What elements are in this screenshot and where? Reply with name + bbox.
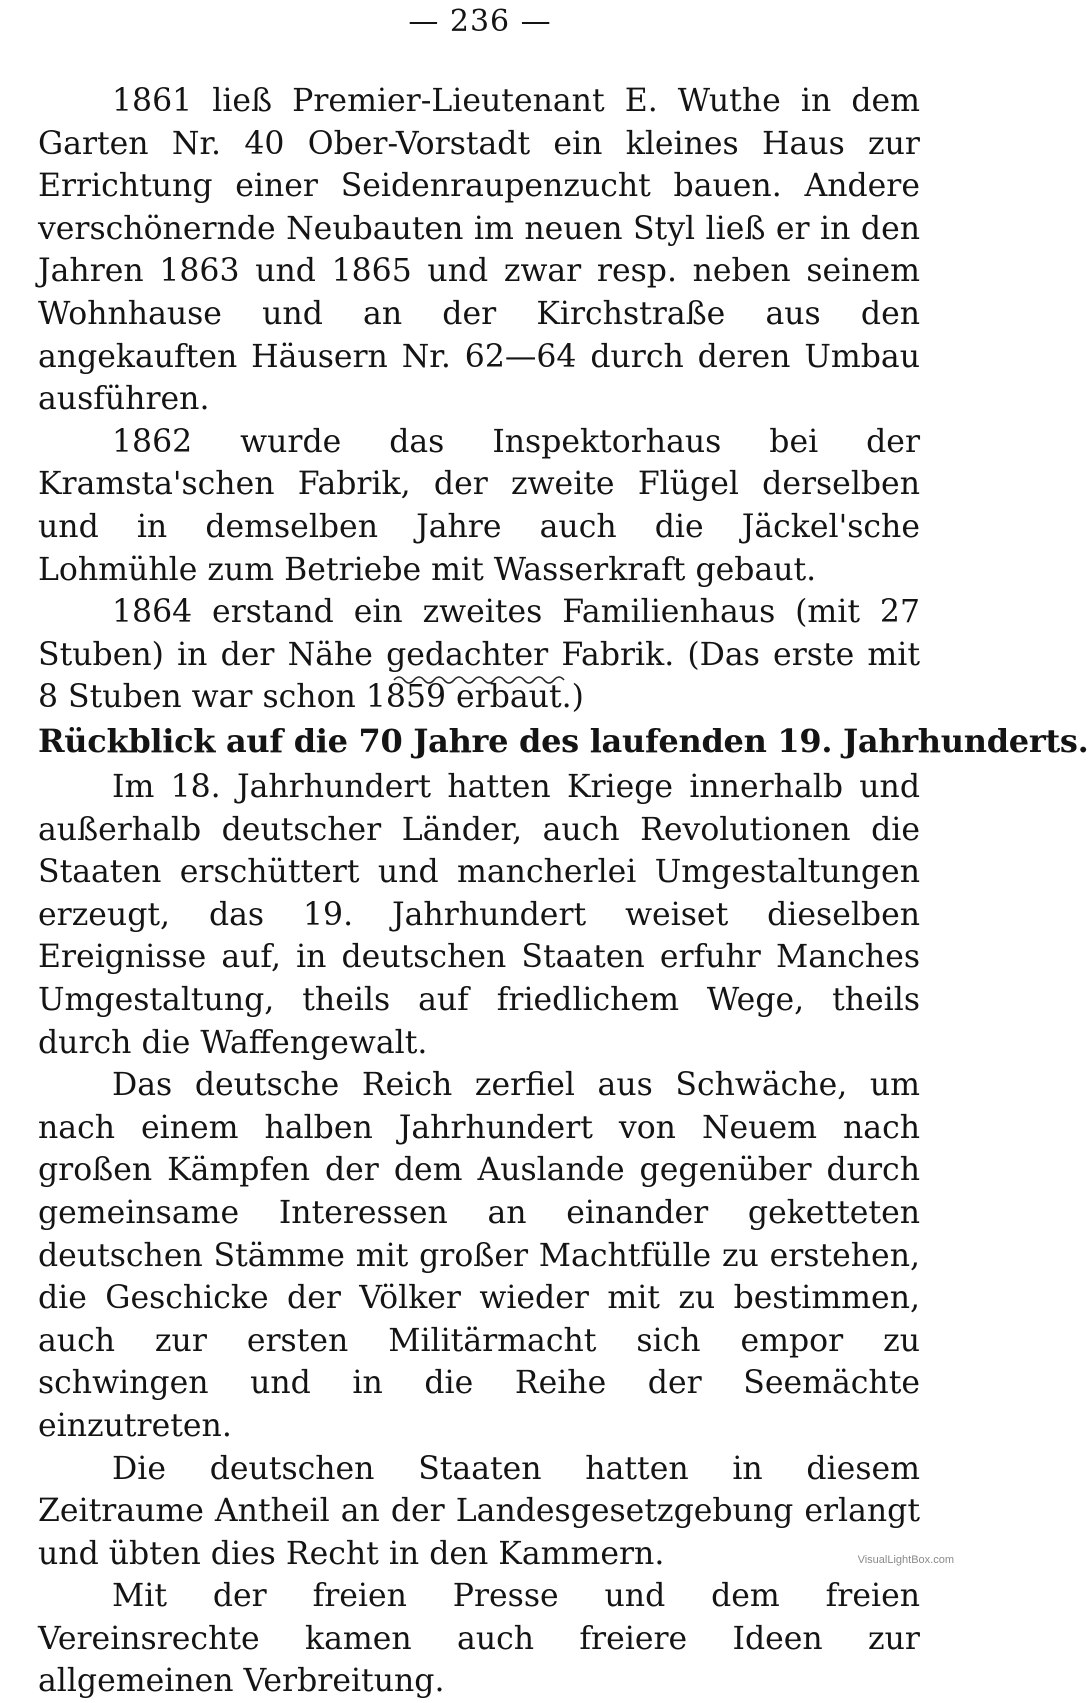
footer-credit: VisualLightBox.com — [857, 1554, 954, 1566]
section-body-2 — [38, 766, 920, 1703]
paragraph-deutsche-staaten: Die deutschen Staaten hatten in diesem Zeitraume Antheil an der Landesgesetzgebung erlangt und übten dies Recht in den Kammern. — [38, 1450, 920, 1572]
paragraph-1864: 1864 erstand ein zweites Familienhaus (mit 27 Stuben) in der Nähe gedachter Fabrik. (Das erste mit 8 Stuben war schon 1859 erbaut.) — [38, 594, 920, 716]
paragraph-1861: 1861 ließ Premier-Lieutenant E. Wuthe in dem Garten Nr. 40 Ober-Vorstadt ein kleines Haus zur Errichtung einer Seidenraupenzucht bauen. Andere verschönernde Neubauten im neuen Styl ließ er in den Jahren 1863 und 1865 und zwar resp. neben seinem Wohnhause und an der Kirchstraße aus den angekauften Häusern Nr. 62—64 durch deren Umbau ausführen. — [38, 83, 920, 418]
page-number: — 236 — — [408, 4, 552, 39]
paragraph-1862: 1862 wurde das Inspektorhaus bei der Kramsta'schen Fabrik, der zweite Flügel derselben und in demselben Jahre auch die Jäckel'sche Lohmühle zum Betriebe mit Wasserkraft gebaut. — [38, 423, 920, 588]
section-heading: Rückblick auf die 70 Jahre des laufenden 19. Jahrhunderts. — [38, 722, 1088, 760]
paragraph-freie-presse: Mit der freien Presse und dem freien Vereinsrechte kamen auch freiere Ideen zur allgemeinen Verbreitung. — [38, 1578, 920, 1700]
section-body-1 — [38, 80, 920, 719]
wavy-divider-ornament — [390, 668, 570, 692]
paragraph-18th-century: Im 18. Jahrhundert hatten Kriege innerhalb und außerhalb deutscher Länder, auch Revolutionen die Staaten erschüttert und mancherlei Umgestaltungen erzeugt, das 19. Jahrhundert weiset dieselben Ereignisse auf, in deutschen Staaten erfuhr Manches Umgestaltung, theils auf friedlichem Wege, theils durch die Waffengewalt. — [38, 769, 920, 1061]
paragraph-deutsche-reich: Das deutsche Reich zerfiel aus Schwäche, um nach einem halben Jahrhundert von Neuem nach großen Kämpfen der dem Auslande gegenüber durch gemeinsame Interessen an einander geketteten deutschen Stämme mit großer Machtfülle zu erstehen, die Geschicke der Völker wieder mit zu bestimmen, auch zur ersten Militärmacht sich empor zu schwingen und in die Reihe der Seemächte einzutreten. — [38, 1067, 920, 1444]
